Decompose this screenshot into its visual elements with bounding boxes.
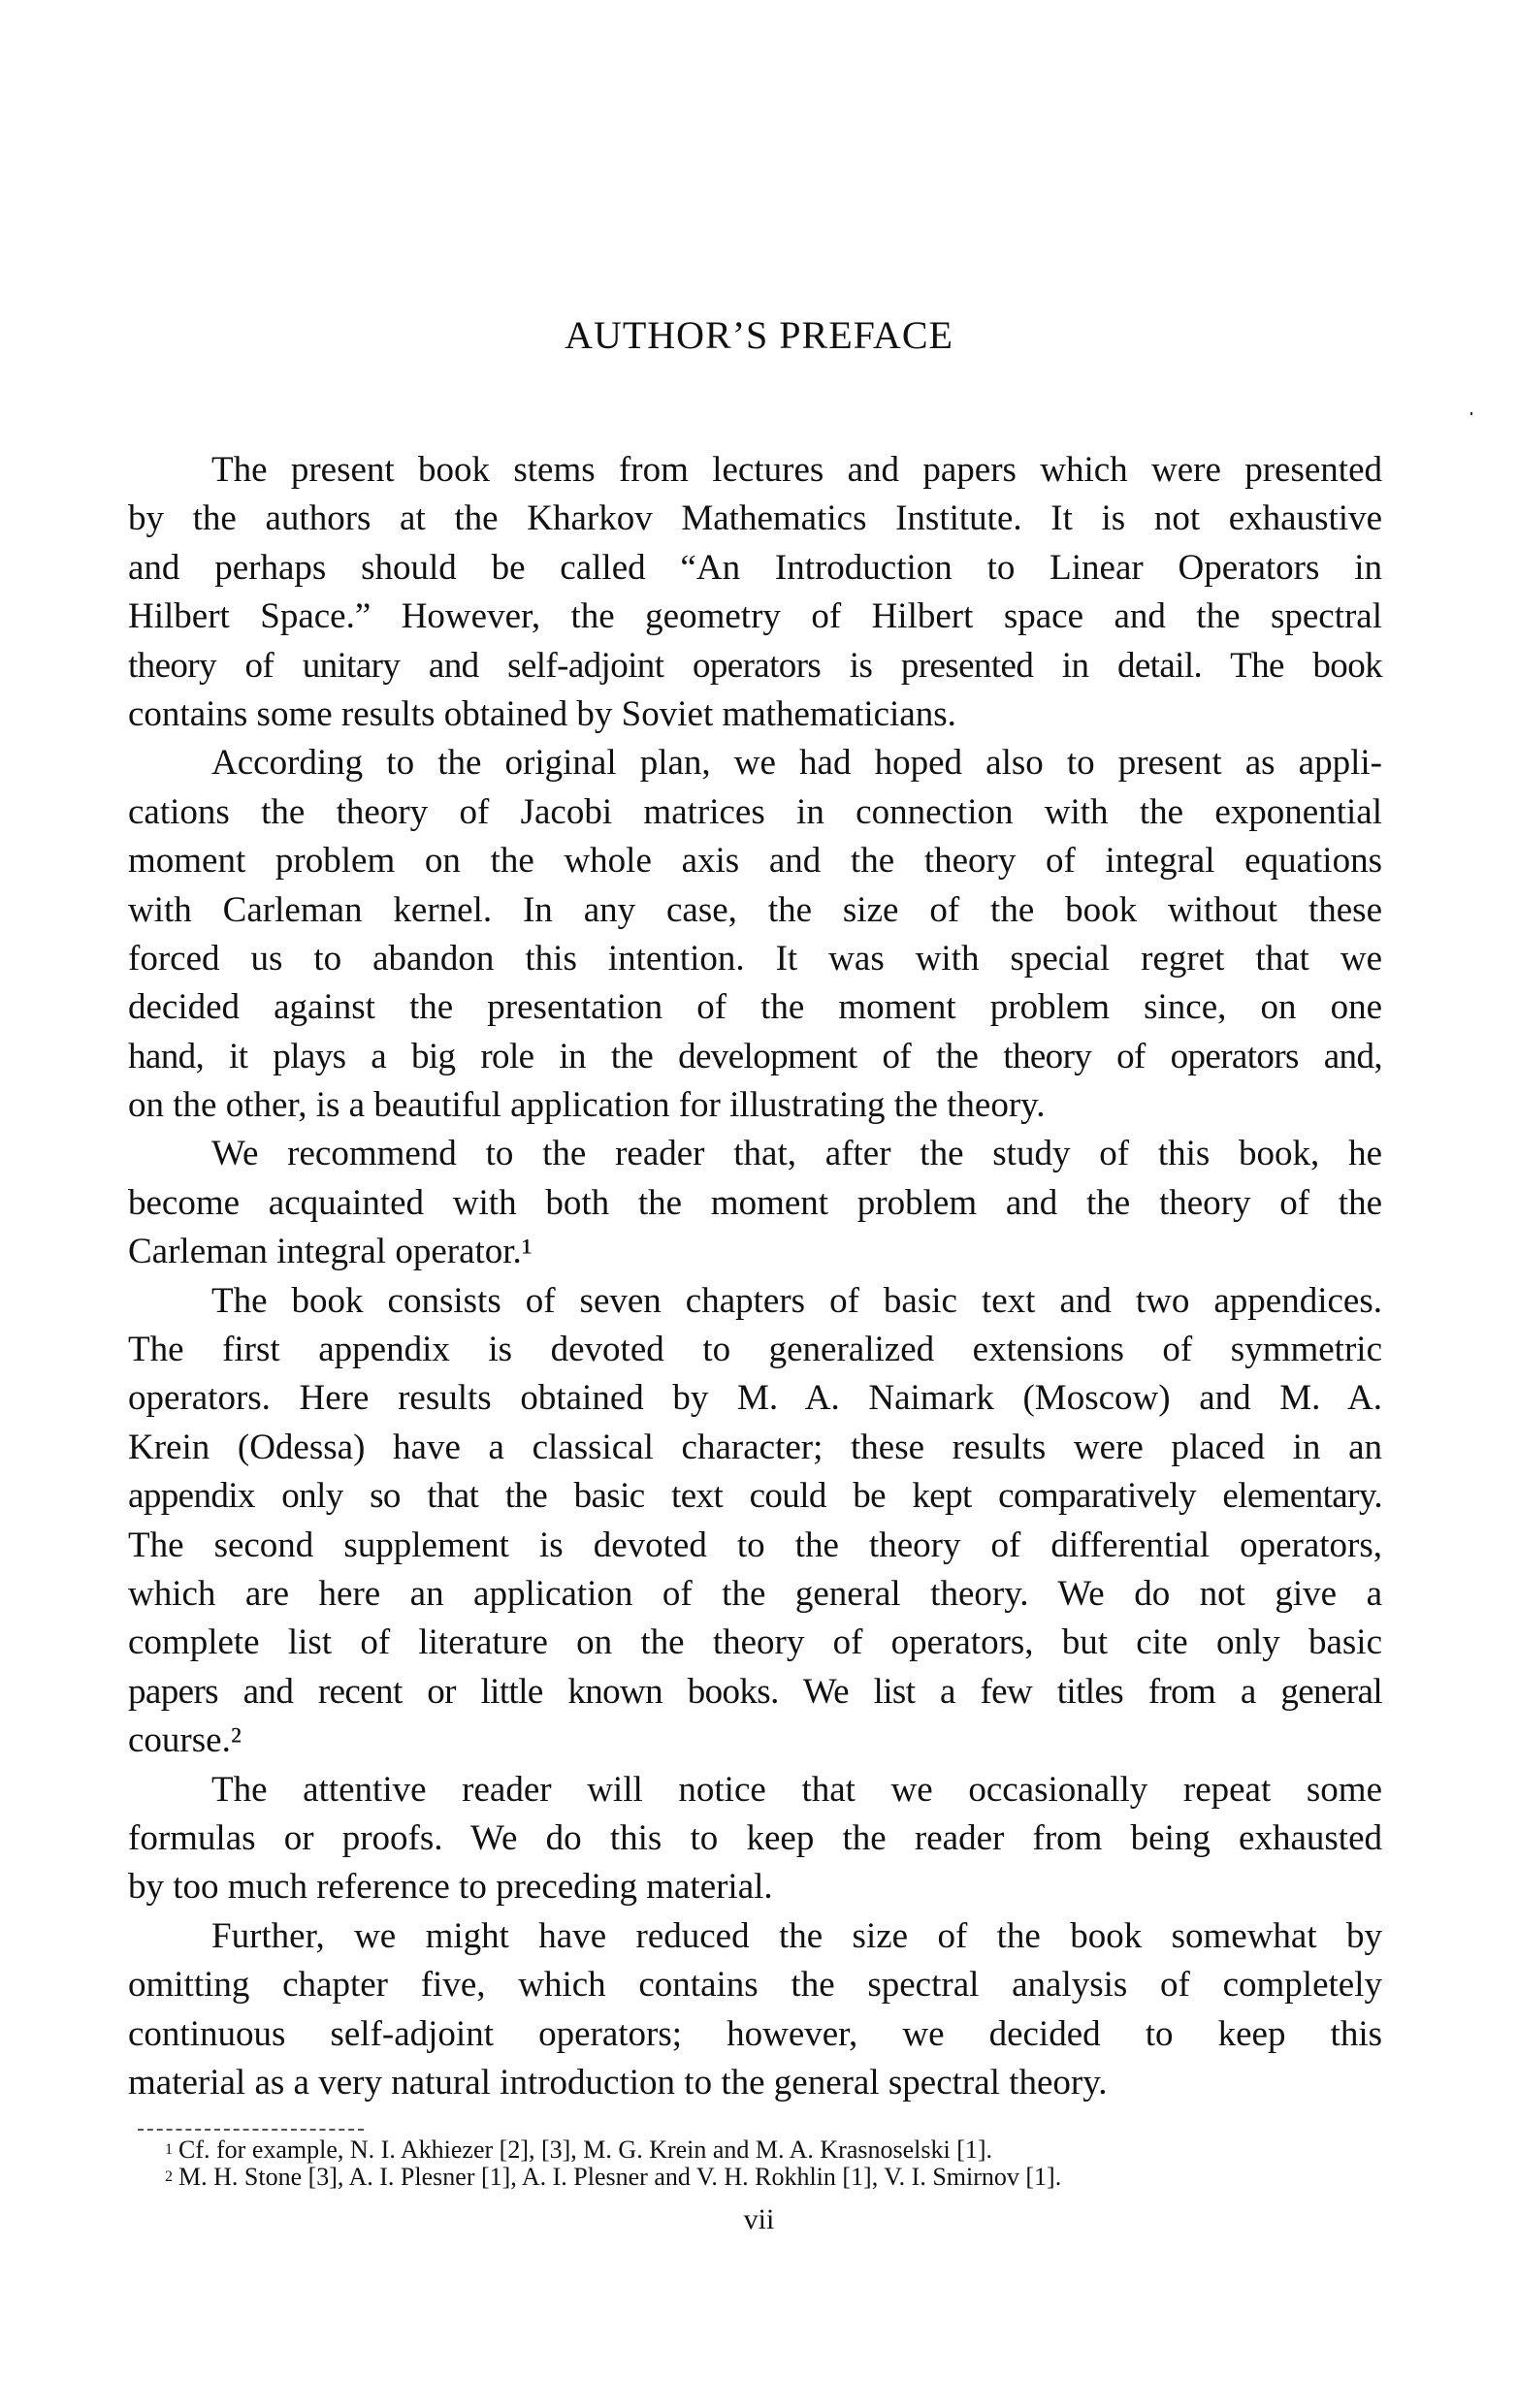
text-line: The second supplement is devoted to the theory of differential operators, — [128, 1525, 1382, 1565]
text-line: Further, we might have reduced the size of the book somewhat by — [211, 1915, 1382, 1956]
footnote-mark: 1 — [165, 2141, 173, 2158]
text-line: with Carleman kernel. In any case, the size of the book without these — [128, 889, 1382, 930]
text-line: by the authors at the Kharkov Mathematics Institute. It is not exhaustive — [128, 498, 1382, 539]
text-line: cations the theory of Jacobi matrices in connection with the exponential — [128, 791, 1382, 832]
text-line: appendix only so that the basic text could be kept comparatively elementary. — [128, 1476, 1382, 1517]
text-line: Krein (Odessa) have a classical character; these results were placed in an — [128, 1427, 1382, 1467]
text-line: decided against the presentation of the moment problem since, on one — [128, 987, 1382, 1028]
page-title: AUTHOR’S PREFACE — [565, 313, 953, 357]
text-line: Carleman integral operator.¹ — [128, 1232, 533, 1272]
text-line: operators. Here results obtained by M. A. Naimark (Moscow) and M. A. — [128, 1378, 1382, 1419]
footnote — [165, 2136, 1387, 2164]
footnote-text: Cf. for example, N. I. Akhiezer [2], [3], M. G. Krein and M. A. Krasnoselski [1]. — [178, 2135, 993, 2164]
text-line: We recommend to the reader that, after the study of this book, he — [211, 1134, 1382, 1174]
footnote-text: M. H. Stone [3], A. I. Plesner [1], A. I. Plesner and V. H. Rokhlin [1], V. I. Smirnov [1]. — [178, 2163, 1062, 2191]
scan-speck — [1470, 412, 1472, 415]
paragraph — [128, 446, 1382, 739]
text-line: moment problem on the whole axis and the theory of integral equations — [128, 841, 1382, 882]
paragraph — [128, 1277, 1382, 1766]
footnote — [165, 2164, 1387, 2191]
text-line: material as a very natural introduction to the general spectral theory. — [128, 2062, 1108, 2103]
text-line: contains some results obtained by Soviet mathematicians. — [128, 693, 956, 734]
text-line: hand, it plays a big role in the development of the theory of operators and, — [128, 1036, 1382, 1076]
text-line: The first appendix is devoted to generalized extensions of symmetric — [128, 1330, 1382, 1370]
text-line: formulas or proofs. We do this to keep the reader from being exhausted — [128, 1817, 1382, 1858]
text-line: on the other, is a beautiful application for illustrating the theory. — [128, 1085, 1046, 1126]
footnote-divider — [138, 2129, 364, 2131]
paragraph — [128, 1912, 1382, 2108]
text-line: Hilbert Space.” However, the geometry of Hilbert space and the spectral — [128, 596, 1382, 637]
preface-body — [128, 446, 1382, 2107]
page-number: vii — [743, 2203, 775, 2235]
text-line: forced us to abandon this intention. It was with special regret that we — [128, 938, 1382, 979]
text-line: The present book stems from lectures and papers which were presented — [211, 450, 1382, 490]
paragraph — [128, 739, 1382, 1130]
text-line: course.² — [128, 1720, 242, 1761]
text-line: complete list of literature on the theory of operators, but cite only basic — [128, 1622, 1382, 1663]
text-line: theory of unitary and self-adjoint operators is presented in detail. The book — [128, 645, 1382, 686]
text-line: continuous self-adjoint operators; however, we decided to keep this — [128, 2013, 1382, 2054]
text-line: The attentive reader will notice that we occasionally repeat some — [211, 1769, 1382, 1810]
text-line: According to the original plan, we had hoped also to present as appli- — [211, 743, 1382, 784]
text-line: which are here an application of the general theory. We do not give a — [128, 1573, 1382, 1614]
paragraph — [128, 1130, 1382, 1276]
footnotes — [165, 2136, 1387, 2191]
text-line: by too much reference to preceding material. — [128, 1867, 773, 1908]
text-line: papers and recent or little known books. We list a few titles from a general — [128, 1671, 1382, 1712]
text-line: and perhaps should be called “An Introduction to Linear Operators in — [128, 547, 1382, 588]
text-line: The book consists of seven chapters of basic text and two appendices. — [211, 1280, 1382, 1321]
footnote-mark: 2 — [165, 2168, 173, 2185]
paragraph — [128, 1766, 1382, 1912]
text-line: become acquainted with both the moment problem and the theory of the — [128, 1182, 1382, 1223]
text-line: omitting chapter five, which contains the spectral analysis of completely — [128, 1965, 1382, 2006]
